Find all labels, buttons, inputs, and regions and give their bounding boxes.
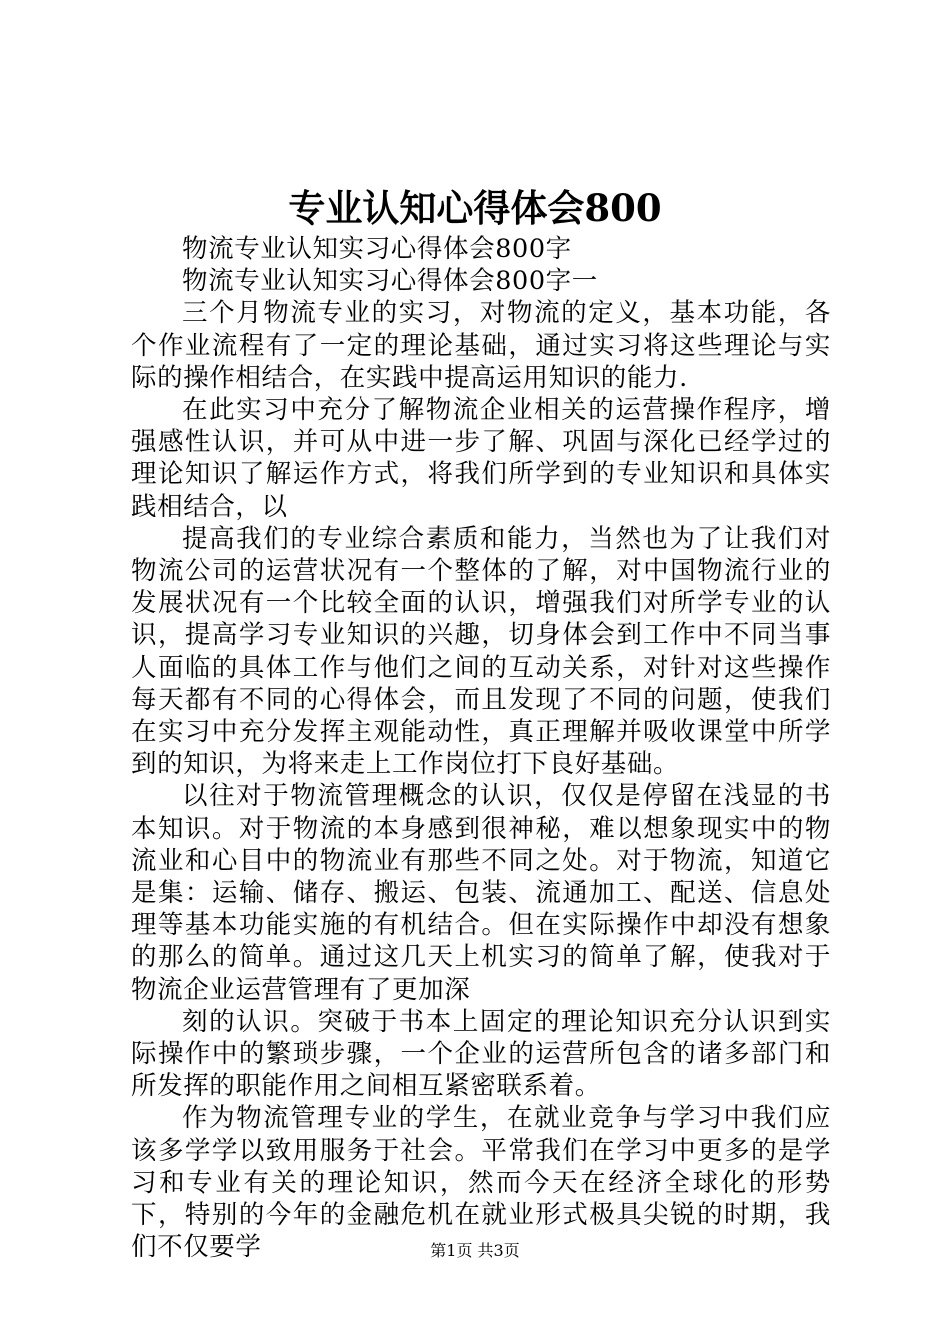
- document-body: [131, 233, 831, 1264]
- paragraph: 物流专业认知实习心得体会800字一: [182, 266, 598, 297]
- page-footer: 第1页 共3页: [430, 1241, 520, 1260]
- paragraph: 三个月物流专业的实习，对物流的定义，基本功能，各个作业流程有了一定的理论基础，通过实习将这些理论与实际的操作相结合，在实践中提高运用知识的能力.: [131, 298, 831, 393]
- paragraph: 以往对于物流管理概念的认识，仅仅是停留在浅显的书本知识。对于物流的本身感到很神秘，难以想象现实中的物流业和心目中的物流业有那些不同之处。对于物流，知道它是集：运输、储存、搬运、包装、流通加工、配送、信息处理等基本功能实施的有机结合。但在实际操作中却没有想象的那么的简单。通过这几天上机实习的简单了解，使我对于物流企业运营管理有了更加深: [131, 781, 831, 1005]
- paragraph: 在此实习中充分了解物流企业相关的运营操作程序，增强感性认识，并可从中进一步了解、巩固与深化已经学过的理论知识了解运作方式，将我们所学到的专业知识和具体实践相结合，以: [131, 395, 831, 522]
- document-title: 专业认知心得体会800: [288, 186, 662, 230]
- paragraph: 作为物流管理专业的学生，在就业竞争与学习中我们应该多学学以致用服务于社会。平常我们在学习中更多的是学习和专业有关的理论知识，然而今天在经济全球化的形势下，特别的今年的金融危机在就业形式极具尖锐的时期，我们不仅要学: [131, 1103, 831, 1263]
- paragraph: 物流专业认知实习心得体会800字: [182, 234, 572, 264]
- paragraph: 刻的认识。突破于书本上固定的理论知识充分认识到实际操作中的繁琐步骤，一个企业的运营所包含的诸多部门和所发挥的职能作用之间相互紧密联系着。: [131, 1006, 831, 1102]
- paragraph: 提高我们的专业综合素质和能力，当然也为了让我们对物流公司的运营状况有一个整体的了解，对中国物流行业的发展状况有一个比较全面的认识，增强我们对所学专业的认识，提高学习专业知识的兴趣，切身体会到工作中不同当事人面临的具体工作与他们之间的互动关系，对针对这些操作每天都有不同的心得体会，而且发现了不同的问题，使我们在实习中充分发挥主观能动性，真正理解并吸收课堂中所学到的知识，为将来走上工作岗位打下良好基础。: [131, 523, 831, 780]
